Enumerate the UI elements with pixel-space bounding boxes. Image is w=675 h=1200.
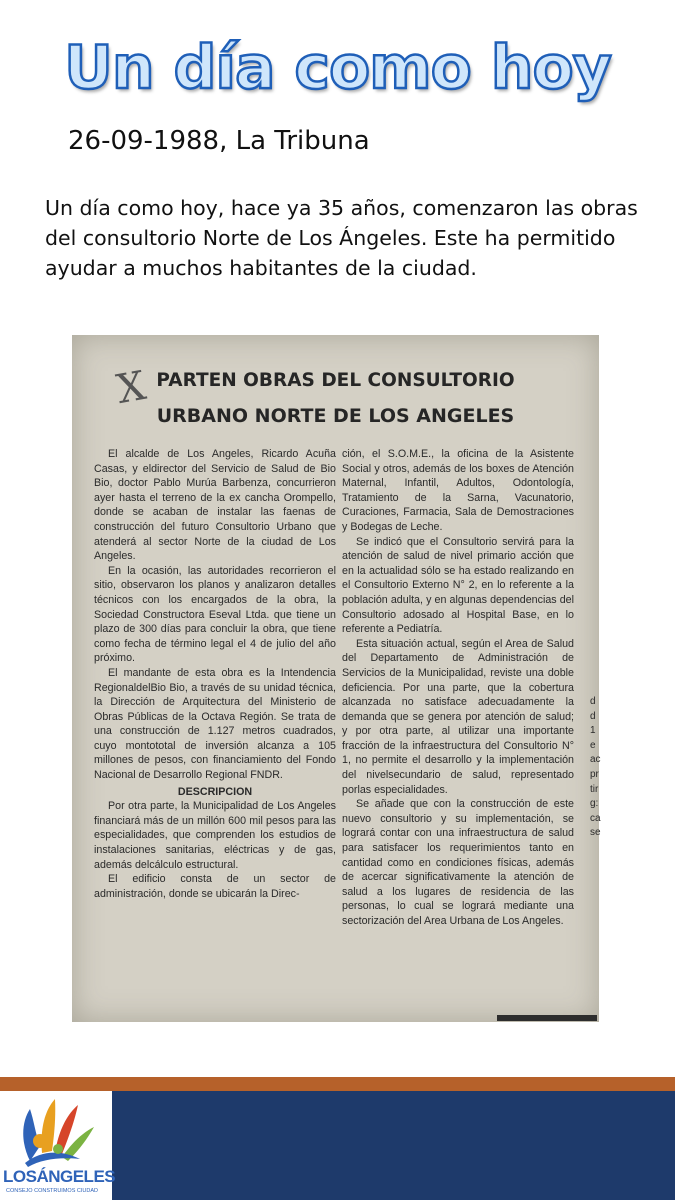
clipping-right-column [342,447,574,929]
newspaper-clipping [72,335,599,1022]
intro-paragraph: Un día como hoy, hace ya 35 años, comenzaron las obras del consultorio Norte de Los Ángeles. Este ha permitido ayudar a muchos habitantes de la ciudad. [45,196,638,280]
hands-logo-icon [0,1091,112,1171]
clipping-paragraph: En la ocasión, las autoridades recorrieron el sitio, observaron los planos y analizaron detalles técnicos con los encargados de la obra, la Sociedad Constructora Eseval Ltda. que tiene un plazo de 300 días para concluir la obra, que tiene como fecha de término legal el 4 de julio del año próximo. [94,564,336,665]
clipping-paragraph: Se añade que con la construcción de este nuevo consultorio y su implementación, se logrará contar con una infraestructura de salud para satisfacer los requerimientos tanto en cantidad como en condiciones físicas, además de acercar significativamente la atención de salud a los lugares de residencia de las personas, lo cual se logrará mediante una sectorización del Area Urbana de Los Angeles. [342,798,574,927]
clipping-headline-2: URBANO NORTE DE LOS ANGELES [156,405,515,427]
clipping-left-column [94,447,336,901]
clipping-paragraph: Por otra parte, la Municipalidad de Los Angeles financiará más de un millón 600 mil pesos para las especialidades, que comprenden los estudios de instalaciones sanitarias, eléctricas y de gas, además delcálculo estructural. [94,800,336,871]
clipping-paragraph: Se indicó que el Consultorio servirá para la atención de salud de nivel primario acción que en la actualidad sólo se ha estado realizando en el Consultorio Externo N° 2, en lo referente a la población adulta, y en algunas dependencias del Consultorio adosado al Hospital Base, en lo referente a Pediatría. [342,535,574,636]
handwritten-mark: X [113,362,150,414]
clipping-paragraph: El alcalde de Los Angeles, Ricardo Acuña Casas, y eldirector del Servicio de Salud de Bio Bio, doctor Pablo Murúa Barbenza, concurrieron ayer hasta el terreno de la ex cancha Orompello, donde se acaban de instalar las faenas de construcción del futuro Consultorio Urbano que atenderá al sector Norte de la ciudad de Los Angeles. [94,448,336,563]
logo-tagline: CONSEJO CONSTRUIMOS CIUDAD [6,1188,98,1194]
clipping-paragraph: El edificio consta de un sector de administración, donde se ubicarán la Direc- [94,873,336,900]
clipping-paragraph: Esta situación actual, según el Area de Salud del Departamento de Administración de Servicios de la Municipalidad, reviste una doble deficiencia. Por una parte, que la cobertura alcanzada no satisface adecuadamente la demanda que se genera por atención de salud; y por otra parte, al utilizar una importante fracción de la infraestructura del Consultorio N° 1, no permite el desarrollo y la implementación del nivelsecundario de salud, representado porlas especialidades. [342,637,574,796]
date-source-line: 26-09-1988, La Tribuna [68,126,370,156]
page-title: Un día como hoy [64,33,611,103]
footer-accent-line [0,1077,675,1091]
clipping-subheading: DESCRIPCION [177,785,253,798]
clipping-edge-fragments: d d 1 e ac pr tir g: ca se [590,696,601,839]
clipping-paragraph: ción, el S.O.M.E., la oficina de la Asistente Social y otros, además de los boxes de Atención Maternal, Infantil, Adultos, Odontología, Tratamiento de la Sarna, Vacunatorio, Curaciones, Farmacia, Sala de Demostraciones y Bodegas de Leche. [342,448,574,533]
clipping-dark-strip [497,1015,597,1021]
logo-wordmark: LOSÁNGELES [3,1167,116,1186]
clipping-paragraph: El mandante de esta obra es la Intendencia RegionaldelBio Bio, a través de su unidad técnica, la Dirección de Arquitectura del Ministerio de Obras Públicas de la Octava Región. Se trata de una construcción de 1.127 metros cuadrados, cuyo montototal de inversión alcanza a 105 millones de pesos, con financiamiento del Fondo Nacional de Desarrollo Regional FNDR. [94,666,336,782]
clipping-headline-1: PARTEN OBRAS DEL CONSULTORIO [156,370,515,391]
